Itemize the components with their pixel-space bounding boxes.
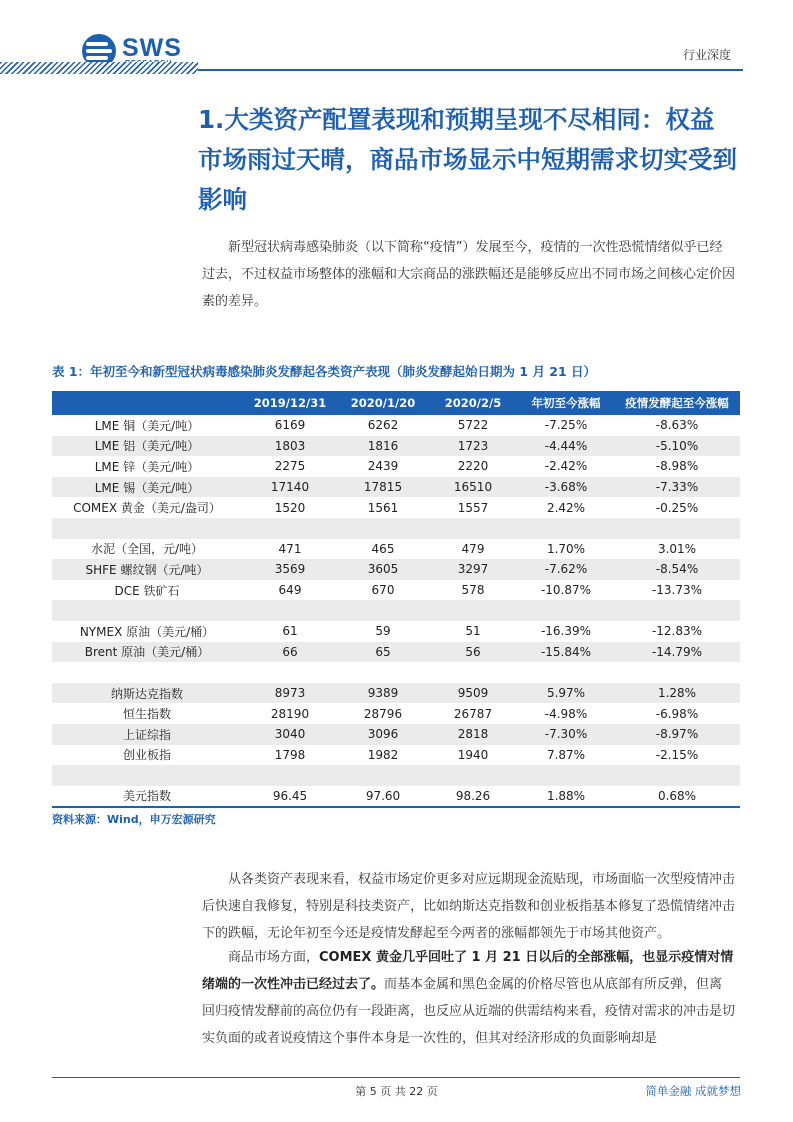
value-cell: -10.87% bbox=[540, 583, 592, 598]
row-label-cell: NYMEX 原油（美元/桶） bbox=[79, 624, 215, 639]
value-cell: 5722 bbox=[457, 418, 489, 433]
value-cell: 2275 bbox=[274, 459, 306, 474]
value-cell: -6.98% bbox=[655, 706, 699, 721]
value-cell: -12.83% bbox=[651, 624, 703, 639]
value-cell: 17140 bbox=[242, 477, 338, 498]
value-cell: 3.01% bbox=[657, 541, 697, 556]
footer-rule bbox=[52, 1077, 740, 1078]
table-row bbox=[52, 497, 740, 518]
value-cell: 16510 bbox=[428, 477, 518, 498]
value-cell: 96.45 bbox=[242, 786, 338, 808]
header-rule bbox=[198, 69, 743, 71]
paragraph-2-highlight: COMEX 黄金几乎回吐了 1 月 21 日以后的全部涨幅，也显示疫情对情绪端的一次性冲击已经过去了。 bbox=[202, 950, 734, 992]
table-row bbox=[52, 580, 740, 601]
table-row bbox=[52, 600, 740, 621]
value-cell: 1561 bbox=[367, 500, 399, 515]
value-cell: -16.39% bbox=[540, 624, 592, 639]
value-cell: 7.87% bbox=[546, 747, 586, 762]
value-cell: 26787 bbox=[453, 706, 493, 721]
value-cell bbox=[518, 765, 614, 786]
table-row bbox=[52, 456, 740, 477]
row-label-cell: 纳斯达克指数 bbox=[52, 683, 242, 704]
value-cell bbox=[614, 662, 740, 683]
value-cell: -13.73% bbox=[651, 583, 703, 598]
value-cell bbox=[242, 765, 338, 786]
row-label-cell: LME 铝（美元/吨） bbox=[52, 436, 242, 457]
value-cell bbox=[338, 765, 428, 786]
value-cell: 61 bbox=[282, 624, 298, 639]
table-row bbox=[52, 765, 740, 786]
value-cell: 5.97% bbox=[518, 683, 614, 704]
body-paragraph-2 bbox=[202, 944, 735, 1052]
value-cell: 0.68% bbox=[614, 786, 740, 808]
table-source: 资料来源：Wind，申万宏源研究 bbox=[52, 813, 216, 826]
table-row bbox=[52, 642, 740, 663]
header-cell: 疫情发酵起至今涨幅 bbox=[614, 391, 740, 415]
value-cell: 59 bbox=[375, 624, 391, 639]
row-label-cell: 水泥（全国，元/吨） bbox=[90, 542, 204, 557]
value-cell: 3297 bbox=[428, 559, 518, 580]
value-cell bbox=[614, 600, 740, 621]
header-cell: 2020/1/20 bbox=[338, 391, 428, 415]
header-cell: 2020/2/5 bbox=[428, 391, 518, 415]
table-row bbox=[52, 518, 740, 539]
row-label-cell bbox=[52, 662, 242, 683]
row-label-cell: 上证综指 bbox=[52, 724, 242, 745]
value-cell: -14.79% bbox=[614, 642, 740, 663]
value-cell bbox=[338, 662, 428, 683]
row-label-cell: 美元指数 bbox=[52, 786, 242, 808]
value-cell: -7.30% bbox=[518, 724, 614, 745]
header-cell: 年初至今涨幅 bbox=[518, 391, 614, 415]
row-label-cell: DCE 铁矿石 bbox=[114, 583, 180, 598]
value-cell: 2818 bbox=[428, 724, 518, 745]
value-cell: -7.62% bbox=[518, 559, 614, 580]
value-cell: 2439 bbox=[367, 459, 399, 474]
value-cell bbox=[338, 600, 428, 621]
table-header-row bbox=[52, 391, 740, 415]
value-cell: 3569 bbox=[242, 559, 338, 580]
row-label-cell bbox=[52, 518, 242, 539]
row-label-cell: 创业板指 bbox=[122, 748, 171, 763]
value-cell: 1940 bbox=[457, 747, 489, 762]
value-cell: 1816 bbox=[338, 436, 428, 457]
page-number: 第 5 页 共 22 页 bbox=[355, 1085, 438, 1098]
row-label-cell: Brent 原油（美元/桶） bbox=[52, 642, 242, 663]
value-cell: -8.54% bbox=[614, 559, 740, 580]
section-title: 1.大类资产配置表现和预期呈现不尽相同：权益市场雨过天晴，商品市场显示中短期需求切实受到影响 bbox=[198, 105, 737, 214]
value-cell: 1.70% bbox=[546, 541, 586, 556]
value-cell: 9389 bbox=[338, 683, 428, 704]
row-label-cell bbox=[52, 765, 242, 786]
value-cell bbox=[338, 518, 428, 539]
value-cell: 51 bbox=[465, 624, 481, 639]
value-cell bbox=[614, 765, 740, 786]
header-hatch-decoration bbox=[0, 62, 198, 74]
row-label-cell: LME 铜（美元/吨） bbox=[94, 418, 200, 433]
value-cell: -3.68% bbox=[518, 477, 614, 498]
value-cell: -2.15% bbox=[655, 747, 699, 762]
value-cell: 6169 bbox=[274, 418, 306, 433]
value-cell: 3096 bbox=[338, 724, 428, 745]
value-cell bbox=[428, 765, 518, 786]
value-cell bbox=[242, 600, 338, 621]
table-row bbox=[52, 559, 740, 580]
value-cell: -7.33% bbox=[614, 477, 740, 498]
row-label-cell: 恒生指数 bbox=[122, 707, 171, 722]
value-cell: -7.25% bbox=[544, 418, 588, 433]
value-cell: 479 bbox=[461, 541, 485, 556]
table-row bbox=[52, 745, 740, 766]
logo-text: SWS bbox=[122, 34, 182, 62]
value-cell: 65 bbox=[338, 642, 428, 663]
value-cell: 1803 bbox=[242, 436, 338, 457]
footer-slogan: 简单金融 成就梦想 bbox=[645, 1084, 741, 1098]
table-row bbox=[52, 621, 740, 642]
value-cell: 1.88% bbox=[518, 786, 614, 808]
value-cell: -4.44% bbox=[518, 436, 614, 457]
row-label-cell bbox=[52, 600, 242, 621]
value-cell: 97.60 bbox=[338, 786, 428, 808]
value-cell: -4.98% bbox=[544, 706, 588, 721]
value-cell bbox=[428, 600, 518, 621]
table-body bbox=[52, 415, 740, 807]
report-type-label: 行业深度 bbox=[682, 48, 731, 62]
value-cell: -5.10% bbox=[614, 436, 740, 457]
header-cell: 2019/12/31 bbox=[242, 391, 338, 415]
asset-performance-table bbox=[52, 391, 740, 808]
table-row bbox=[52, 703, 740, 724]
table-row bbox=[52, 662, 740, 683]
value-cell: 56 bbox=[428, 642, 518, 663]
value-cell: 465 bbox=[371, 541, 395, 556]
table-row bbox=[52, 415, 740, 436]
value-cell: 8973 bbox=[242, 683, 338, 704]
table-caption: 表 1：年初至今和新型冠状病毒感染肺炎发酵起各类资产表现（肺炎发酵起始日期为 1 月 21 日） bbox=[52, 364, 597, 379]
row-label-cell: LME 锡（美元/吨） bbox=[52, 477, 242, 498]
table-row bbox=[52, 436, 740, 457]
intro-paragraph: 新型冠状病毒感染肺炎（以下简称“疫情”）发展至今，疫情的一次性恐慌情绪似乎已经过去，不过权益市场整体的涨幅和大宗商品的涨跌幅还是能够反应出不同市场之间核心定价因素的差异。 bbox=[202, 240, 736, 309]
value-cell: -2.42% bbox=[544, 459, 588, 474]
table-row bbox=[52, 786, 740, 808]
value-cell bbox=[428, 662, 518, 683]
value-cell: 17815 bbox=[338, 477, 428, 498]
value-cell: 2.42% bbox=[546, 500, 586, 515]
value-cell: 28190 bbox=[270, 706, 310, 721]
paragraph-2-rest: 而基本金属和黑色金属的价格尽管也从底部有所反弹，但离回归疫情发酵前的高位仍有一段距离，也反应从近端的供需结构来看，疫情对需求的冲击是切实负面的或者说疫情这个事件本身是一次性的，但其对经济形成的负面影响却是 bbox=[202, 977, 736, 1046]
value-cell: 6262 bbox=[367, 418, 399, 433]
value-cell: 3605 bbox=[338, 559, 428, 580]
value-cell bbox=[518, 600, 614, 621]
value-cell: 1557 bbox=[457, 500, 489, 515]
value-cell: 670 bbox=[371, 583, 395, 598]
table-row bbox=[52, 539, 740, 560]
value-cell: 1723 bbox=[428, 436, 518, 457]
value-cell: -15.84% bbox=[518, 642, 614, 663]
value-cell: 9509 bbox=[428, 683, 518, 704]
value-cell bbox=[518, 662, 614, 683]
table-row bbox=[52, 724, 740, 745]
value-cell: 1798 bbox=[274, 747, 306, 762]
value-cell bbox=[242, 662, 338, 683]
value-cell: 578 bbox=[461, 583, 485, 598]
value-cell: -8.98% bbox=[655, 459, 699, 474]
paragraph-2-intro: 商品市场方面， bbox=[228, 950, 320, 965]
value-cell: -8.63% bbox=[655, 418, 699, 433]
value-cell bbox=[518, 518, 614, 539]
body-paragraph-1: 从各类资产表现来看，权益市场定价更多对应远期现金流贴现，市场面临一次型疫情冲击后快速自我修复，特别是科技类资产，比如纳斯达克指数和创业板指基本修复了恐慌情绪冲击下的跌幅，无论年初至今还是疫情发酵起至今两者的涨幅都领先于市场其他资产。 bbox=[202, 872, 736, 941]
value-cell: -0.25% bbox=[655, 500, 699, 515]
header-cell bbox=[52, 391, 242, 415]
value-cell: 3040 bbox=[242, 724, 338, 745]
table-row bbox=[52, 477, 740, 498]
value-cell: 1520 bbox=[274, 500, 306, 515]
row-label-cell: SHFE 螺纹钢（元/吨） bbox=[52, 559, 242, 580]
row-label-cell: LME 锌（美元/吨） bbox=[94, 459, 200, 474]
value-cell: 649 bbox=[278, 583, 302, 598]
value-cell: -8.97% bbox=[614, 724, 740, 745]
value-cell: 1.28% bbox=[614, 683, 740, 704]
value-cell: 28796 bbox=[363, 706, 403, 721]
value-cell: 1982 bbox=[367, 747, 399, 762]
value-cell: 98.26 bbox=[428, 786, 518, 808]
value-cell bbox=[242, 518, 338, 539]
value-cell: 471 bbox=[278, 541, 302, 556]
table-row bbox=[52, 683, 740, 704]
value-cell bbox=[428, 518, 518, 539]
value-cell bbox=[614, 518, 740, 539]
row-label-cell: COMEX 黄金（美元/盎司） bbox=[73, 501, 221, 516]
value-cell: 66 bbox=[242, 642, 338, 663]
value-cell: 2220 bbox=[457, 459, 489, 474]
